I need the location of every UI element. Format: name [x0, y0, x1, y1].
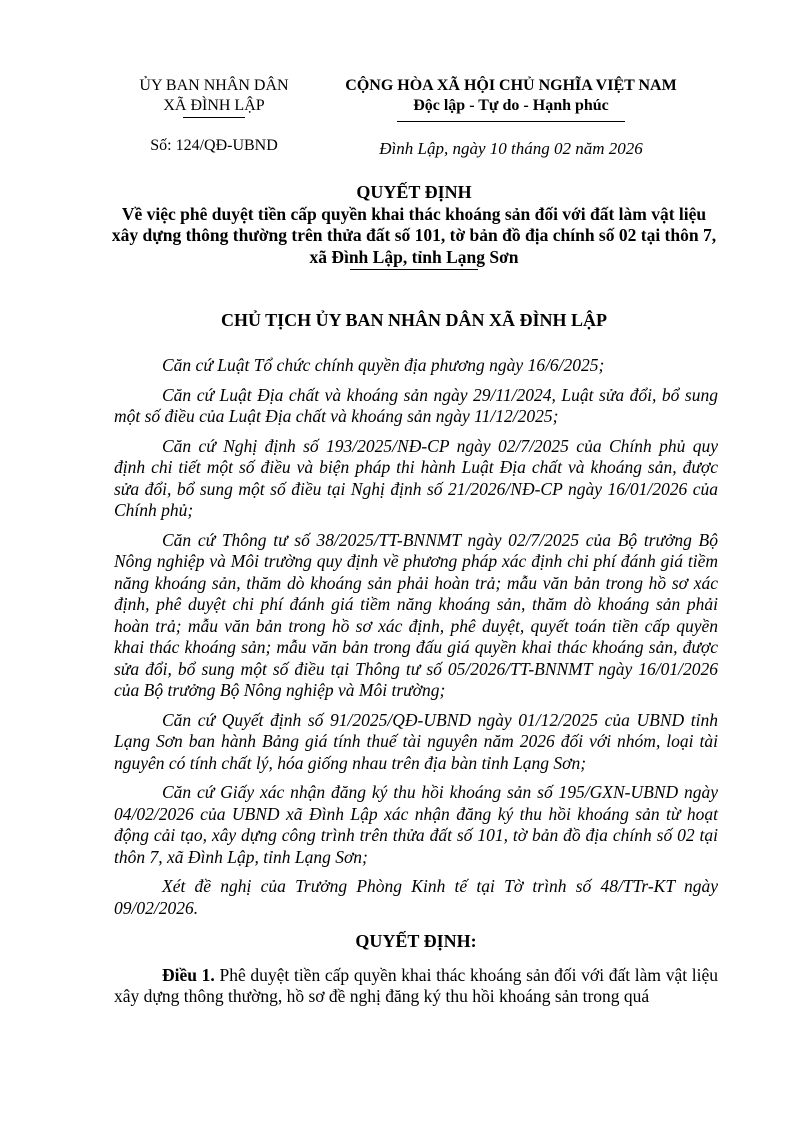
legal-basis-4: Căn cứ Thông tư số 38/2025/TT-BNNMT ngày 02/7/2025 của Bộ trưởng Bộ Nông nghiệp và Môi trường quy định về phương pháp xác định chi phí đánh giá tiềm năng khoáng sản, thăm dò khoáng sản phải hoàn trả; mẫu văn bản trong hồ sơ xác định, phê duyệt chi phí đánh giá tiềm năng khoáng sản, thăm dò khoáng sản phải hoàn trả; mẫu văn bản trong hồ sơ xác định, phê duyệt, quyết toán tiền cấp quyền khai thác khoáng sản; mẫu văn bản trong đấu giá quyền khai thác khoáng sản, được sửa đổi, bổ sung một số điều tại Thông tư số 05/2026/TT-BNNMT ngày 16/01/2026 của Bộ trưởng Bộ Nông nghiệp và Môi trường; — [114, 529, 718, 700]
decision-title-block — [108, 182, 720, 270]
decision-heading: QUYẾT ĐỊNH: — [355, 931, 477, 951]
decision-subject: Về việc phê duyệt tiền cấp quyền khai thác khoáng sản đối với đất làm vật liệu xây dựng thông thường trên thửa đất số 101, tờ bản đồ địa chính số 02 tại thôn 7, xã Đình Lập, tỉnh Lạng Sơn — [111, 203, 717, 267]
issuing-organization — [108, 76, 320, 118]
document-body — [114, 355, 718, 1008]
proposal-basis: Xét đề nghị của Trưởng Phòng Kinh tế tại Tờ trình số 48/TTr-KT ngày 09/02/2026. — [114, 876, 718, 918]
article-1-label: Điều 1. — [162, 964, 215, 985]
org-underline — [183, 117, 245, 118]
legal-basis-1: Căn cứ Luật Tổ chức chính quyền địa phương ngày 16/6/2025; — [162, 355, 605, 375]
article-1 — [114, 965, 718, 1008]
issuing-authority: CHỦ TỊCH ỦY BAN NHÂN DÂN XÃ ĐÌNH LẬP — [220, 310, 607, 330]
legal-basis-3: Căn cứ Nghị định số 193/2025/NĐ-CP ngày 02/7/2025 của Chính phủ quy định chi tiết một số điều và biện pháp thi hành Luật Địa chất và khoáng sản, được sửa đổi, bổ sung một số điều tại Nghị định số 21/2026/NĐ-CP ngày 16/01/2026 của Chính phủ; — [114, 435, 718, 520]
legal-basis-6: Căn cứ Giấy xác nhận đăng ký thu hồi khoáng sản số 195/GXN-UBND ngày 04/02/2026 của UBND xã Đình Lập xác nhận đăng ký thu hồi khoáng sản từ hoạt động cải tạo, xây dựng công trình trên thửa đất số 101, tờ bản đồ địa chính số 02 tại thôn 7, xã Đình Lập, tỉnh Lạng Sơn; — [114, 782, 718, 867]
legal-basis-2: Căn cứ Luật Địa chất và khoáng sản ngày 29/11/2024, Luật sửa đổi, bổ sung một số điều của Luật Địa chất và khoáng sản ngày 11/12/2025; — [114, 384, 718, 426]
document-type-title: QUYẾT ĐỊNH — [356, 182, 472, 202]
title-underline — [350, 269, 478, 270]
org-name-line2: XÃ ĐÌNH LẬP — [163, 97, 265, 114]
nation-name: CỘNG HÒA XÃ HỘI CHỦ NGHĨA VIỆT NAM — [345, 77, 677, 94]
document-number: Số: 124/QĐ-UBND — [150, 137, 278, 154]
motto-underline — [397, 121, 625, 122]
org-name-line1: ỦY BAN NHÂN DÂN — [139, 77, 289, 94]
legal-basis-5: Căn cứ Quyết định số 91/2025/QĐ-UBND ngày 01/12/2025 của UBND tỉnh Lạng Sơn ban hành Bảng giá tính thuế tài nguyên năm 2026 đối với nhóm, loại tài nguyên có tính chất lý, hóa giống nhau trên địa bàn tỉnh Lạng Sơn; — [114, 709, 718, 773]
place-and-date: Đình Lập, ngày 10 tháng 02 năm 2026 — [379, 139, 643, 158]
article-1-text: Phê duyệt tiền cấp quyền khai thác khoáng sản đối với đất làm vật liệu xây dựng thông thường, hồ sơ đề nghị đăng ký thu hồi khoáng sản trong quá — [114, 964, 719, 1006]
national-heading — [318, 76, 704, 122]
national-motto: Độc lập - Tự do - Hạnh phúc — [413, 97, 609, 114]
